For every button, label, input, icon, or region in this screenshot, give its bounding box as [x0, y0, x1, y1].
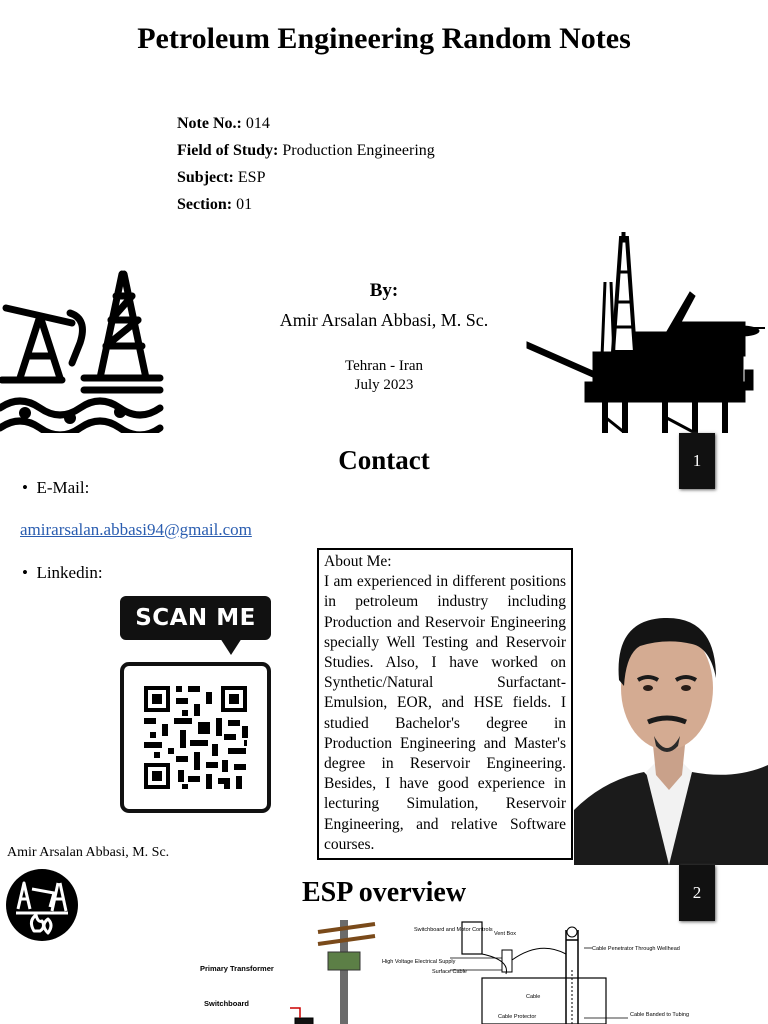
label-surface-cable: Surface Cable [432, 969, 467, 975]
label-cable-penetrator: Cable Penetrator Through Wellhead [592, 946, 680, 952]
footer-author: Amir Arsalan Abbasi, M. Sc. [7, 845, 170, 860]
email-link[interactable]: amirarsalan.abbasi94@gmail.com [20, 520, 252, 539]
document-title: Petroleum Engineering Random Notes [137, 22, 631, 55]
subject-row: Subject: ESP [177, 169, 266, 186]
by-label: By: [369, 280, 399, 301]
label-cable: Cable [526, 994, 541, 1000]
author-photo [574, 560, 768, 865]
linkedin-bullet: • Linkedin: [22, 563, 103, 582]
pumpjack-derrick-icon [0, 268, 168, 433]
section-row: Section: 01 [177, 196, 253, 213]
offshore-platform-icon [525, 232, 768, 433]
qr-code-icon [124, 666, 267, 809]
linkedin-label: Linkedin: [36, 563, 103, 582]
page-number-badge-2: 2 [679, 865, 715, 921]
location: Tehran - Iran [344, 358, 424, 374]
note-number-row: Note No.: 014 [177, 115, 270, 132]
label-cable-protector: Cable Protector [498, 1014, 537, 1020]
page-number-badge: 1 [679, 433, 715, 489]
esp-overview-heading: ESP overview [301, 877, 467, 908]
label-hv-supply: High Voltage Electrical Supply [382, 959, 456, 965]
esp-diagram [180, 910, 768, 1024]
qr-code-frame[interactable] [120, 662, 271, 813]
location-date [270, 357, 498, 395]
about-me-text: About Me: I am experienced in different positions in petroleum industry including Production and Reservoir Engineering specially Well Testing and Reservoir Studies. Also, I have worked on Synthetic/Natural Surfactant-Emulsion, EOR, and HSE fields. I studied Bachelor's degree in Production Engineering and Master's degree in Reservoir Engineering. Besides, I have good experience in lecturing Simulation, Reservoir Engineering, and relative Software courses. [324, 553, 566, 853]
about-me-box [317, 548, 573, 860]
byline [270, 280, 498, 395]
scan-me-banner: SCAN ME [120, 596, 271, 640]
field-of-study-row: Field of Study: Production Engineering [177, 142, 435, 159]
portrait-image [574, 560, 768, 865]
date: July 2023 [354, 377, 414, 393]
email-label: E-Mail: [36, 478, 90, 497]
scan-me-pointer [220, 638, 242, 655]
contact-heading: Contact [338, 445, 430, 475]
note-metadata [177, 110, 435, 218]
label-primary-transformer: Primary Transformer [200, 964, 274, 973]
label-switchboard-motor: Switchboard and Motor Controls [414, 927, 493, 933]
label-switchboard: Switchboard [204, 999, 250, 1008]
email-bullet: • E-Mail: [22, 478, 90, 497]
label-cable-banded: Cable Banded to Tubing [630, 1012, 690, 1018]
label-vent-box: Vent Box [494, 931, 517, 937]
author-name: Amir Arsalan Abbasi, M. Sc. [279, 310, 489, 330]
